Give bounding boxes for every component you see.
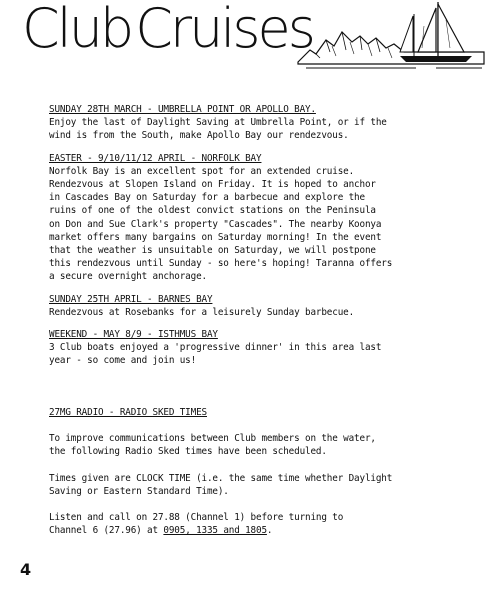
radio-text-line: Listen and call on 27.88 (Channel 1) before turning to	[49, 512, 344, 524]
cruise-text-line: Norfolk Bay is an excellent spot for an extended cruise.	[49, 165, 355, 177]
radio-paragraph	[49, 472, 469, 498]
cruise-schedule	[49, 103, 469, 377]
cruise-text-line: year - so come and join us!	[49, 355, 197, 367]
cruise-entry	[49, 152, 469, 284]
cruise-text-line: ruins of one of the oldest convict stations on the Peninsula	[49, 205, 376, 217]
radio-paragraph	[49, 432, 469, 458]
radio-text-line: the following Radio Sked times have been scheduled.	[49, 446, 327, 458]
cruise-text-line: on Don and Sue Clark's property "Cascades". The nearby Koonya	[49, 218, 382, 230]
radio-paragraph	[49, 511, 469, 537]
cruise-text-line: Rendezvous at Rosebanks for a leisurely Sunday barbecue.	[49, 306, 355, 318]
cruise-text-line: 3 Club boats enjoyed a 'progressive dinner' in this area last	[49, 342, 382, 354]
radio-period: .	[266, 525, 273, 537]
cruise-text-line: Enjoy the last of Daylight Saving at Umbrella Point, or if the	[49, 117, 387, 129]
title-cruises: Cruises	[135, 0, 313, 60]
page-number: 4	[20, 560, 32, 579]
cruise-entry	[49, 293, 469, 319]
radio-text-line: Times given are CLOCK TIME (i.e. the same time whether Daylight	[49, 472, 393, 484]
title-club: Club	[22, 0, 132, 60]
radio-sked-section	[49, 406, 469, 550]
sked-times: 0905, 1335 and 1805	[163, 525, 267, 537]
page-header	[0, 0, 489, 90]
radio-text-line: To improve communications between Club members on the water,	[49, 433, 376, 445]
cruise-entry	[49, 328, 469, 368]
cruise-entry	[49, 103, 469, 143]
radio-channel-text: Channel 6 (27.96) at	[49, 525, 164, 537]
cruise-text-line: wind is from the South, make Apollo Bay our rendezvous.	[49, 130, 349, 142]
cruise-text-line: market offers many bargains on Saturday morning! In the event	[49, 231, 382, 243]
cruise-heading: SUNDAY 25TH APRIL - BARNES BAY	[49, 293, 213, 305]
cruise-heading: WEEKEND - MAY 8/9 - ISTHMUS BAY	[49, 329, 218, 341]
cruise-text-line: Rendezvous at Slopen Island on Friday. It is hoped to anchor	[49, 179, 376, 191]
sailboat-illustration	[296, 0, 486, 72]
cruise-heading: SUNDAY 28TH MARCH - UMBRELLA POINT OR APOLLO BAY.	[49, 104, 316, 115]
cruise-text-line: in Cascades Bay on Saturday for a barbecue and explore the	[49, 192, 365, 204]
cruise-text-line: a secure overnight anchorage.	[49, 271, 207, 283]
page-title	[22, 0, 313, 60]
radio-heading: 27MG RADIO - RADIO SKED TIMES	[49, 407, 207, 418]
radio-text-line	[49, 524, 469, 537]
cruise-heading: EASTER - 9/10/11/12 APRIL - NORFOLK BAY	[49, 152, 262, 164]
cruise-text-line: that the weather is unsuitable on Saturday, we will postpone	[49, 245, 376, 257]
radio-text-line: Saving or Eastern Standard Time).	[49, 485, 229, 497]
cruise-text-line: this rendezvous until Sunday - so here's hoping! Taranna offers	[49, 258, 393, 270]
